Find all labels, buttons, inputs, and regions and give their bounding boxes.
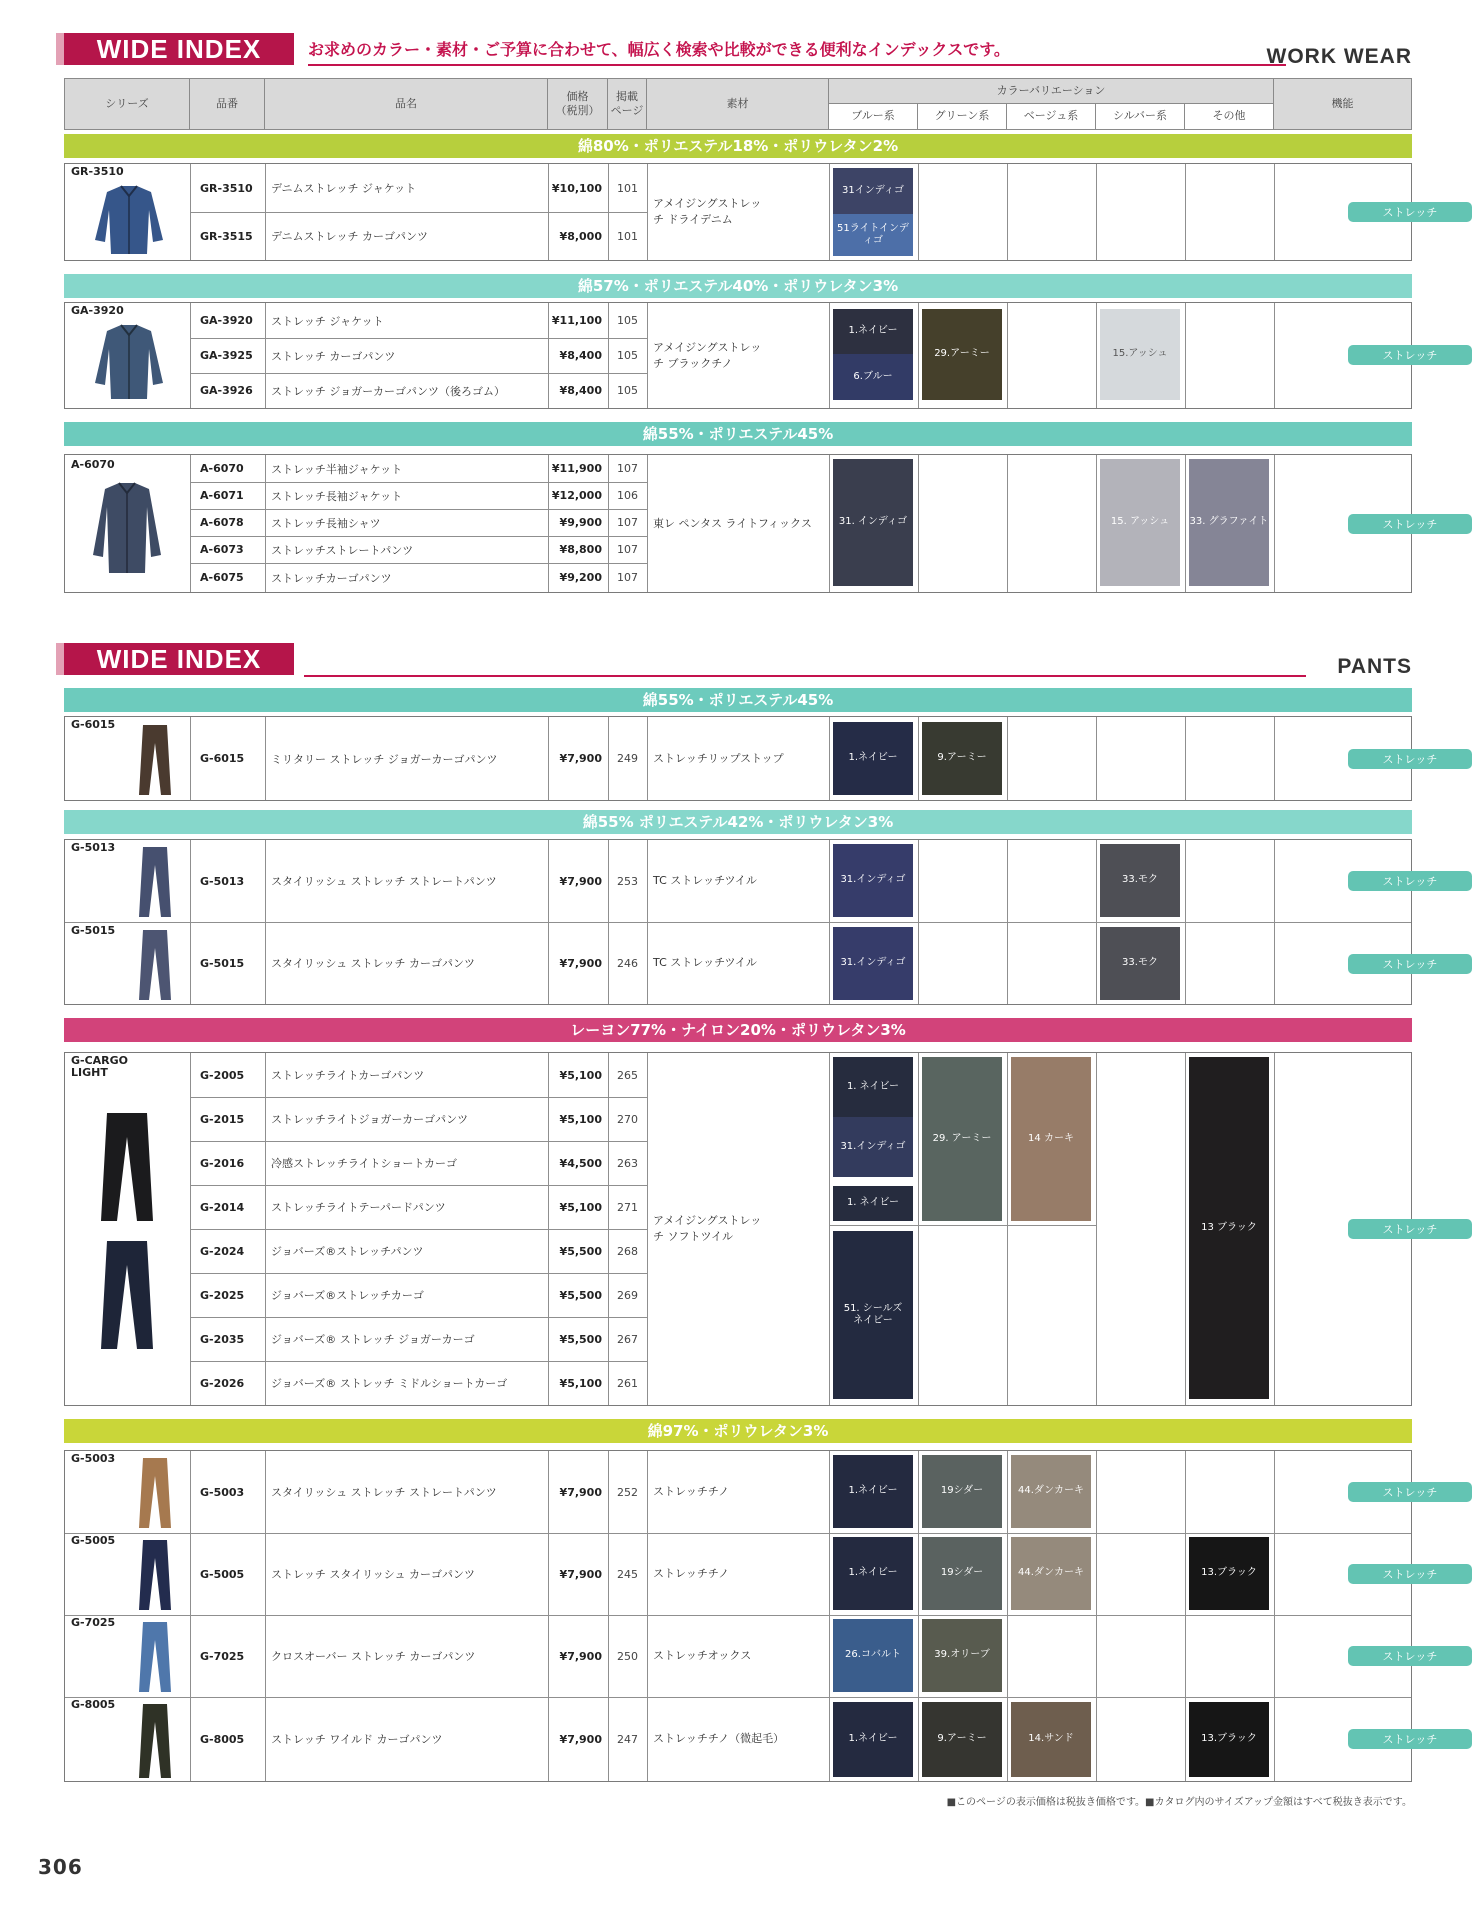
product-page: 247 xyxy=(617,1732,638,1746)
product-name: ストレッチ ジョガーカーゴパンツ（後ろゴム） xyxy=(271,384,505,398)
material-text: アメイジングストレッチ ソフトツイル xyxy=(653,1214,762,1243)
product-page: 269 xyxy=(617,1288,638,1302)
series-label: G-5015 xyxy=(71,924,116,937)
product-name: ストレッチライトカーゴパンツ xyxy=(271,1069,425,1082)
product-price: ¥5,100 xyxy=(559,1112,602,1126)
product-name: ストレッチ ジャケット xyxy=(271,314,384,328)
product-name: ジョバーズ®ストレッチカーゴ xyxy=(271,1289,424,1302)
product-name: ストレッチカーゴパンツ xyxy=(271,571,392,585)
col-blue: ブルー系 xyxy=(829,104,918,129)
series-block-ga3920 xyxy=(64,302,1438,409)
function-badge-stretch: ストレッチ xyxy=(1348,749,1472,769)
product-page: 263 xyxy=(617,1156,638,1170)
material-band: 綿55%・ポリエステル45% xyxy=(64,422,1412,446)
product-page: 250 xyxy=(617,1649,638,1663)
pants-image xyxy=(135,1456,175,1530)
wide-index-tag: WIDE INDEX xyxy=(64,33,294,65)
color-swatch: 31.インディゴ xyxy=(833,927,913,1000)
color-swatch: 31.インディゴ xyxy=(833,844,913,917)
wide-index-tag: WIDE INDEX xyxy=(64,643,294,675)
color-swatch: 13.ブラック xyxy=(1189,1702,1269,1777)
product-code: G-2025 xyxy=(200,1288,245,1302)
color-swatch: 1.ネイビー xyxy=(833,309,913,354)
series-label: G-8005 xyxy=(71,1698,116,1711)
material-text: ストレッチオックス xyxy=(653,1649,752,1663)
table-header xyxy=(64,78,1412,130)
header-work-wear xyxy=(64,33,1412,73)
color-swatch: 6.ブルー xyxy=(833,354,913,400)
product-code: G-5005 xyxy=(200,1567,245,1581)
product-code: G-2014 xyxy=(200,1200,245,1214)
product-name: スタイリッシュ ストレッチ カーゴパンツ xyxy=(271,957,476,970)
series-label: G-7025 xyxy=(71,1616,116,1629)
material-text: ストレッチチノ（微起毛） xyxy=(653,1732,785,1746)
footnote: ■このページの表示価格は税抜き価格です。■カタログ内のサイズアップ金額はすべて税抜き表示です。 xyxy=(946,1797,1412,1808)
series-block-g-cargo-light xyxy=(64,1052,1438,1406)
product-code: G-2026 xyxy=(200,1376,245,1390)
product-price: ¥7,900 xyxy=(559,1732,602,1746)
col-name: 品名 xyxy=(265,79,548,129)
product-price: ¥5,500 xyxy=(559,1332,602,1346)
product-name: ストレッチ半袖ジャケット xyxy=(271,462,403,476)
jacket-image xyxy=(89,180,169,260)
product-price: ¥8,800 xyxy=(559,543,602,556)
color-swatch: 1. ネイビー xyxy=(833,1186,913,1221)
product-price: ¥5,500 xyxy=(559,1244,602,1258)
color-swatch: 39.オリーブ xyxy=(922,1619,1002,1692)
section-title-pants: PANTS xyxy=(1337,655,1412,678)
series-label: G-CARGO LIGHT xyxy=(71,1054,129,1080)
product-price: ¥8,400 xyxy=(559,384,602,397)
product-page: 270 xyxy=(617,1112,638,1126)
product-code: G-7025 xyxy=(200,1649,245,1663)
product-price: ¥12,000 xyxy=(551,489,602,502)
color-swatch: 1.ネイビー xyxy=(833,722,913,795)
material-text: アメイジングストレッチ ブラックチノ xyxy=(653,340,762,370)
product-name: ストレッチ ワイルド カーゴパンツ xyxy=(271,1733,443,1746)
col-price: 価格 （税別） xyxy=(548,79,608,129)
function-badge-stretch: ストレッチ xyxy=(1348,1646,1472,1666)
product-page: 107 xyxy=(617,516,638,529)
color-swatch: 13.ブラック xyxy=(1189,1537,1269,1610)
series-label: G-5003 xyxy=(71,1452,116,1465)
color-swatch: 33. グラファイト xyxy=(1189,459,1269,586)
material-text: TC ストレッチツイル xyxy=(653,874,757,888)
series-block-gr3510 xyxy=(64,163,1438,261)
color-swatch: 26.コバルト xyxy=(833,1619,913,1692)
product-page: 261 xyxy=(617,1376,638,1390)
product-price: ¥9,900 xyxy=(559,516,602,529)
product-code: A-6073 xyxy=(200,543,244,556)
product-price: ¥11,900 xyxy=(551,462,602,475)
product-code: GA-3920 xyxy=(200,314,253,327)
product-name: スタイリッシュ ストレッチ ストレートパンツ xyxy=(271,875,497,888)
material-band: 綿57%・ポリエステル40%・ポリウレタン3% xyxy=(64,274,1412,298)
pants-image xyxy=(99,1239,155,1353)
material-band: 綿55%・ポリエステル45% xyxy=(64,688,1412,712)
product-price: ¥7,900 xyxy=(559,1649,602,1663)
col-page: 掲載 ページ xyxy=(608,79,647,129)
product-price: ¥9,200 xyxy=(559,571,602,584)
col-other: その他 xyxy=(1185,104,1274,129)
color-swatch: 9.アーミー xyxy=(922,722,1002,795)
color-swatch: 33.モク xyxy=(1100,927,1180,1000)
product-name: デニムストレッチ ジャケット xyxy=(271,182,417,195)
color-swatch: 1. ネイビー xyxy=(833,1057,913,1117)
col-series: シリーズ xyxy=(65,79,190,129)
material-text: 東レ ペンタス ライトフィックス xyxy=(653,516,812,530)
color-swatch: 9.アーミー xyxy=(922,1702,1002,1777)
function-badge-stretch: ストレッチ xyxy=(1348,1729,1472,1749)
color-swatch: 51ライトインディゴ xyxy=(833,214,913,256)
product-name: ジョバーズ® ストレッチ ジョガーカーゴ xyxy=(271,1333,475,1346)
product-name: ストレッチ長袖シャツ xyxy=(271,516,381,530)
product-page: 105 xyxy=(617,384,638,397)
col-silver: シルバー系 xyxy=(1096,104,1185,129)
color-swatch: 13 ブラック xyxy=(1189,1057,1269,1399)
product-page: 105 xyxy=(617,349,638,362)
color-swatch: 15. アッシュ xyxy=(1100,459,1180,586)
series-block-g5013 xyxy=(64,839,1438,1005)
material-band: 綿80%・ポリエステル18%・ポリウレタン2% xyxy=(64,134,1412,158)
series-label: G-5005 xyxy=(71,1534,116,1547)
product-code: G-2015 xyxy=(200,1112,245,1126)
product-code: GA-3926 xyxy=(200,384,253,397)
series-block-g6015 xyxy=(64,716,1438,801)
color-swatch: 51. シールズ ネイビー xyxy=(833,1231,913,1399)
pants-image xyxy=(99,1111,155,1225)
product-name: デニムストレッチ カーゴパンツ xyxy=(271,230,428,243)
product-name: ジョバーズ®ストレッチパンツ xyxy=(271,1245,424,1258)
pants-image xyxy=(135,1538,175,1612)
color-swatch: 31. インディゴ xyxy=(833,459,913,586)
section-title-work-wear: WORK WEAR xyxy=(1266,45,1412,68)
product-code: A-6070 xyxy=(200,462,244,475)
product-name: ストレッチ スタイリッシュ カーゴパンツ xyxy=(271,1568,476,1581)
product-page: 101 xyxy=(617,181,638,195)
jacket-image xyxy=(89,319,169,405)
product-page: 107 xyxy=(617,462,638,475)
product-code: A-6078 xyxy=(200,516,244,529)
product-code: G-5015 xyxy=(200,956,245,970)
product-name: ジョバーズ® ストレッチ ミドルショートカーゴ xyxy=(271,1377,508,1390)
material-text: TC ストレッチツイル xyxy=(653,956,757,970)
product-price: ¥7,900 xyxy=(559,874,602,888)
function-badge-stretch: ストレッチ xyxy=(1348,345,1472,365)
product-page: 245 xyxy=(617,1567,638,1581)
pants-image xyxy=(135,928,175,1002)
product-page: 107 xyxy=(617,571,638,584)
product-price: ¥5,100 xyxy=(559,1376,602,1390)
product-page: 246 xyxy=(617,956,638,970)
header-rule xyxy=(304,675,1306,677)
product-page: 267 xyxy=(617,1332,638,1346)
color-swatch: 44.ダンカーキ xyxy=(1011,1455,1091,1528)
pants-image xyxy=(135,845,175,919)
color-swatch: 31.インディゴ xyxy=(833,1117,913,1177)
product-name: クロスオーバー ストレッチ カーゴパンツ xyxy=(271,1650,476,1663)
series-label: GR-3510 xyxy=(71,165,124,178)
color-swatch: 14.サンド xyxy=(1011,1702,1091,1777)
pants-image xyxy=(135,1620,175,1694)
function-badge-stretch: ストレッチ xyxy=(1348,1564,1472,1584)
product-page: 106 xyxy=(617,489,638,502)
series-block-a6070 xyxy=(64,454,1438,593)
product-name: ストレッチ カーゴパンツ xyxy=(271,349,396,363)
material-text: ストレッチリップストップ xyxy=(653,751,784,765)
function-badge-stretch: ストレッチ xyxy=(1348,1482,1472,1502)
product-code: G-8005 xyxy=(200,1732,245,1746)
function-badge-stretch: ストレッチ xyxy=(1348,871,1472,891)
product-page: 252 xyxy=(617,1485,638,1499)
product-price: ¥4,500 xyxy=(559,1156,602,1170)
product-price: ¥7,900 xyxy=(559,1567,602,1581)
product-page: 107 xyxy=(617,543,638,556)
material-band: 綿97%・ポリウレタン3% xyxy=(64,1419,1412,1443)
product-code: GA-3925 xyxy=(200,349,253,362)
product-code: GR-3515 xyxy=(200,229,253,243)
product-page: 249 xyxy=(617,752,638,765)
product-name: スタイリッシュ ストレッチ ストレートパンツ xyxy=(271,1486,497,1499)
product-price: ¥10,100 xyxy=(551,181,602,195)
product-price: ¥7,900 xyxy=(559,1485,602,1499)
product-price: ¥8,000 xyxy=(559,229,602,243)
col-material: 素材 xyxy=(647,79,829,129)
pants-image xyxy=(135,1702,175,1780)
color-swatch: 19シダー xyxy=(922,1537,1002,1610)
product-page: 105 xyxy=(617,314,638,327)
function-badge-stretch: ストレッチ xyxy=(1348,954,1472,974)
series-block-g5003 xyxy=(64,1450,1438,1782)
col-color-variation: カラーバリエーション xyxy=(829,79,1274,104)
product-price: ¥5,100 xyxy=(559,1068,602,1082)
color-swatch: 19シダー xyxy=(922,1455,1002,1528)
material-text: ストレッチチノ xyxy=(653,1485,730,1499)
material-text: アメイジングストレッチ ドライデニム xyxy=(653,197,762,226)
product-code: A-6071 xyxy=(200,489,244,502)
col-beige: ベージュ系 xyxy=(1007,104,1096,129)
product-page: 271 xyxy=(617,1200,638,1214)
color-swatch: 29.アーミー xyxy=(922,309,1002,400)
product-code: G-5003 xyxy=(200,1485,245,1499)
product-code: G-2005 xyxy=(200,1068,245,1082)
header-rule xyxy=(308,64,1286,66)
product-code: G-6015 xyxy=(200,752,245,765)
col-function: 機能 xyxy=(1331,96,1354,110)
product-name: ミリタリー ストレッチ ジョガーカーゴパンツ xyxy=(271,752,498,766)
product-price: ¥7,900 xyxy=(559,956,602,970)
product-page: 101 xyxy=(617,229,638,243)
product-code: A-6075 xyxy=(200,571,244,584)
material-band: レーヨン77%・ナイロン20%・ポリウレタン3% xyxy=(64,1018,1412,1042)
function-badge-stretch: ストレッチ xyxy=(1348,1219,1472,1239)
function-badge-stretch: ストレッチ xyxy=(1348,202,1472,222)
product-price: ¥7,900 xyxy=(559,752,602,765)
product-code: G-2035 xyxy=(200,1332,245,1346)
color-swatch: 33.モク xyxy=(1100,844,1180,917)
col-green: グリーン系 xyxy=(918,104,1007,129)
product-page: 265 xyxy=(617,1068,638,1082)
jacket-image xyxy=(87,477,167,577)
product-name: ストレッチ長袖ジャケット xyxy=(271,489,403,503)
product-price: ¥8,400 xyxy=(559,349,602,362)
series-label: GA-3920 xyxy=(71,304,124,317)
color-swatch: 14 カーキ xyxy=(1011,1057,1091,1221)
color-swatch: 1.ネイビー xyxy=(833,1702,913,1777)
material-band: 綿55% ポリエステル42%・ポリウレタン3% xyxy=(64,810,1412,834)
product-name: ストレッチストレートパンツ xyxy=(271,543,414,557)
function-badge-stretch: ストレッチ xyxy=(1348,514,1472,534)
pants-image xyxy=(135,723,175,797)
product-price: ¥5,500 xyxy=(559,1288,602,1302)
product-price: ¥11,100 xyxy=(551,314,602,327)
color-swatch: 44.ダンカーキ xyxy=(1011,1537,1091,1610)
series-label: G-5013 xyxy=(71,841,116,854)
product-code: G-5013 xyxy=(200,874,245,888)
color-swatch: 29. アーミー xyxy=(922,1057,1002,1221)
product-page: 253 xyxy=(617,874,638,888)
product-name: ストレッチライトジョガーカーゴパンツ xyxy=(271,1113,469,1126)
color-swatch: 1.ネイビー xyxy=(833,1455,913,1528)
color-swatch: 15.アッシュ xyxy=(1100,309,1180,400)
product-name: ストレッチライトテーパードパンツ xyxy=(271,1201,446,1214)
header-pants xyxy=(64,643,1412,683)
page-number: 306 xyxy=(38,1855,83,1879)
product-code: GR-3510 xyxy=(200,181,253,195)
product-name: 冷感ストレッチライトショートカーゴ xyxy=(271,1157,458,1170)
color-swatch: 1.ネイビー xyxy=(833,1537,913,1610)
product-page: 268 xyxy=(617,1244,638,1258)
product-code: G-2016 xyxy=(200,1156,245,1170)
series-label: A-6070 xyxy=(71,458,115,471)
color-swatch: 31インディゴ xyxy=(833,168,913,214)
series-label: G-6015 xyxy=(71,718,116,731)
material-text: ストレッチチノ xyxy=(653,1567,730,1581)
product-price: ¥5,100 xyxy=(559,1200,602,1214)
col-code: 品番 xyxy=(190,79,265,129)
index-lead-text: お求めのカラー・素材・ご予算に合わせて、幅広く検索や比較ができる便利なインデックスです。 xyxy=(308,40,1010,59)
product-code: G-2024 xyxy=(200,1244,245,1258)
